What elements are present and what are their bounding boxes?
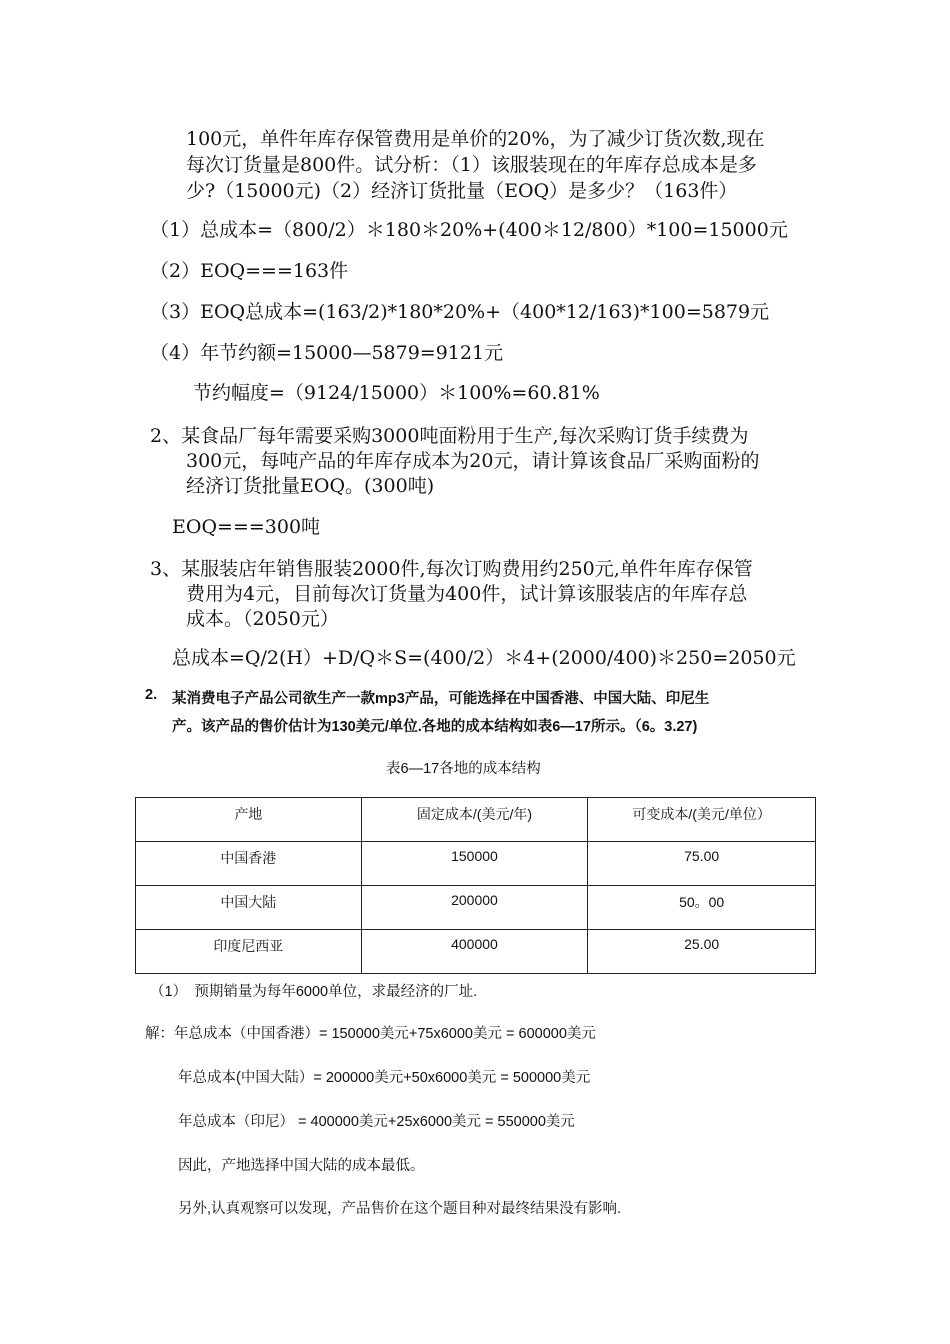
cell-fixed-cost: 150000 xyxy=(451,848,498,864)
table-cell xyxy=(361,930,588,974)
solution-conclusion: 因此，产地选择中国大陆的成本最低。 xyxy=(178,1158,425,1174)
problem3-line-1: 3、某服装店年销售服装2000件,每次订购费用约250元,单件年库存保管 xyxy=(150,558,753,580)
problem3-line-3: 成本。（2050元） xyxy=(186,608,339,630)
solution-line-1: 解：年总成本（中国香港）= 150000美元+75x6000美元 = 600000美元 xyxy=(145,1026,596,1042)
table-caption: 表6—17各地的成本结构 xyxy=(386,761,541,777)
cell-fixed-cost: 400000 xyxy=(451,936,498,952)
problem3-line-2: 费用为4元，目前每次订货量为400件，试计算该服装店的年库存总 xyxy=(186,583,748,605)
table-cell xyxy=(136,886,362,930)
solution-note: 另外,认真观察可以发现，产品售价在这个题目种对最终结果没有影响. xyxy=(178,1201,622,1217)
problem2-answer: EOQ===300吨 xyxy=(172,516,321,538)
problem1-answer-5: 节约幅度=（9124/15000）＊100%=60.81% xyxy=(193,382,600,404)
problem2-line-3: 经济订货批量EOQ。(300吨) xyxy=(186,475,435,497)
table-cell xyxy=(136,930,362,974)
cell-variable-cost: 50。00 xyxy=(679,894,725,910)
cell-fixed-cost: 200000 xyxy=(451,892,498,908)
problem1-answer-3: （3）EOQ总成本=(163/2)*180*20%+（400*12/163)*100=5879元 xyxy=(150,301,770,323)
cell-location: 中国香港 xyxy=(220,850,277,866)
problem1-line-1: 100元，单件年库存保管费用是单价的20%，为了减少订货次数,现在 xyxy=(186,128,765,150)
table-header-row xyxy=(136,798,816,842)
problem1-line-3: 少?（15000元)（2）经济订货批量（EOQ）是多少？（163件） xyxy=(186,180,738,202)
problem1-answer-1: （1）总成本=（800/2）＊180＊20%+(400＊12/800）*100=15000元 xyxy=(150,219,788,241)
solution-line-3: 年总成本（印尼） = 400000美元+25x6000美元 = 550000美元 xyxy=(178,1114,575,1130)
table-header-cell xyxy=(588,798,816,842)
question-1: （1） 预期销量为每年6000单位，求最经济的厂址. xyxy=(150,984,478,1000)
cell-location: 中国大陆 xyxy=(220,894,277,910)
section2-line-1: 某消费电子产品公司欲生产一款mp3产品，可能选择在中国香港、中国大陆、印尼生 xyxy=(172,691,710,707)
problem1-answer-2: （2）EOQ===163件 xyxy=(150,260,349,282)
table-cell xyxy=(136,842,362,886)
table-cell xyxy=(361,886,588,930)
section2-line-2: 产。该产品的售价估计为130美元/单位.各地的成本结构如表6—17所示。（6。3.27) xyxy=(172,719,698,735)
table-header-cell xyxy=(361,798,588,842)
cell-location: 印度尼西亚 xyxy=(213,938,284,954)
section2-number: 2. xyxy=(145,687,158,703)
cell-variable-cost: 25.00 xyxy=(684,936,720,952)
table-header-cell xyxy=(136,798,362,842)
cell-variable-cost: 75.00 xyxy=(684,848,720,864)
problem1-line-2: 每次订货量是800件。试分析：（1）该服装现在的年库存总成本是多 xyxy=(186,154,757,176)
problem1-answer-4: （4）年节约额=15000—5879=9121元 xyxy=(150,342,504,364)
table-row xyxy=(136,842,816,886)
table-cell xyxy=(588,930,816,974)
header-location: 产地 xyxy=(234,806,263,822)
table-cell xyxy=(588,842,816,886)
cost-structure-table xyxy=(135,797,816,974)
header-variable-cost: 可变成本/(美元/单位） xyxy=(632,806,771,822)
table-row xyxy=(136,886,816,930)
table-row xyxy=(136,930,816,974)
table-cell xyxy=(588,886,816,930)
header-fixed-cost: 固定成本/(美元/年) xyxy=(416,806,533,822)
table-cell xyxy=(361,842,588,886)
solution-line-2: 年总成本(中国大陆）= 200000美元+50x6000美元 = 500000美元 xyxy=(178,1070,591,1086)
problem2-line-2: 300元，每吨产品的年库存成本为20元，请计算该食品厂采购面粉的 xyxy=(186,450,760,472)
problem3-answer: 总成本=Q/2(H）+D/Q＊S=(400/2）＊4+(2000/400)＊250=2050元 xyxy=(172,647,796,669)
problem2-line-1: 2、某食品厂每年需要采购3000吨面粉用于生产,每次采购订货手续费为 xyxy=(150,425,749,447)
